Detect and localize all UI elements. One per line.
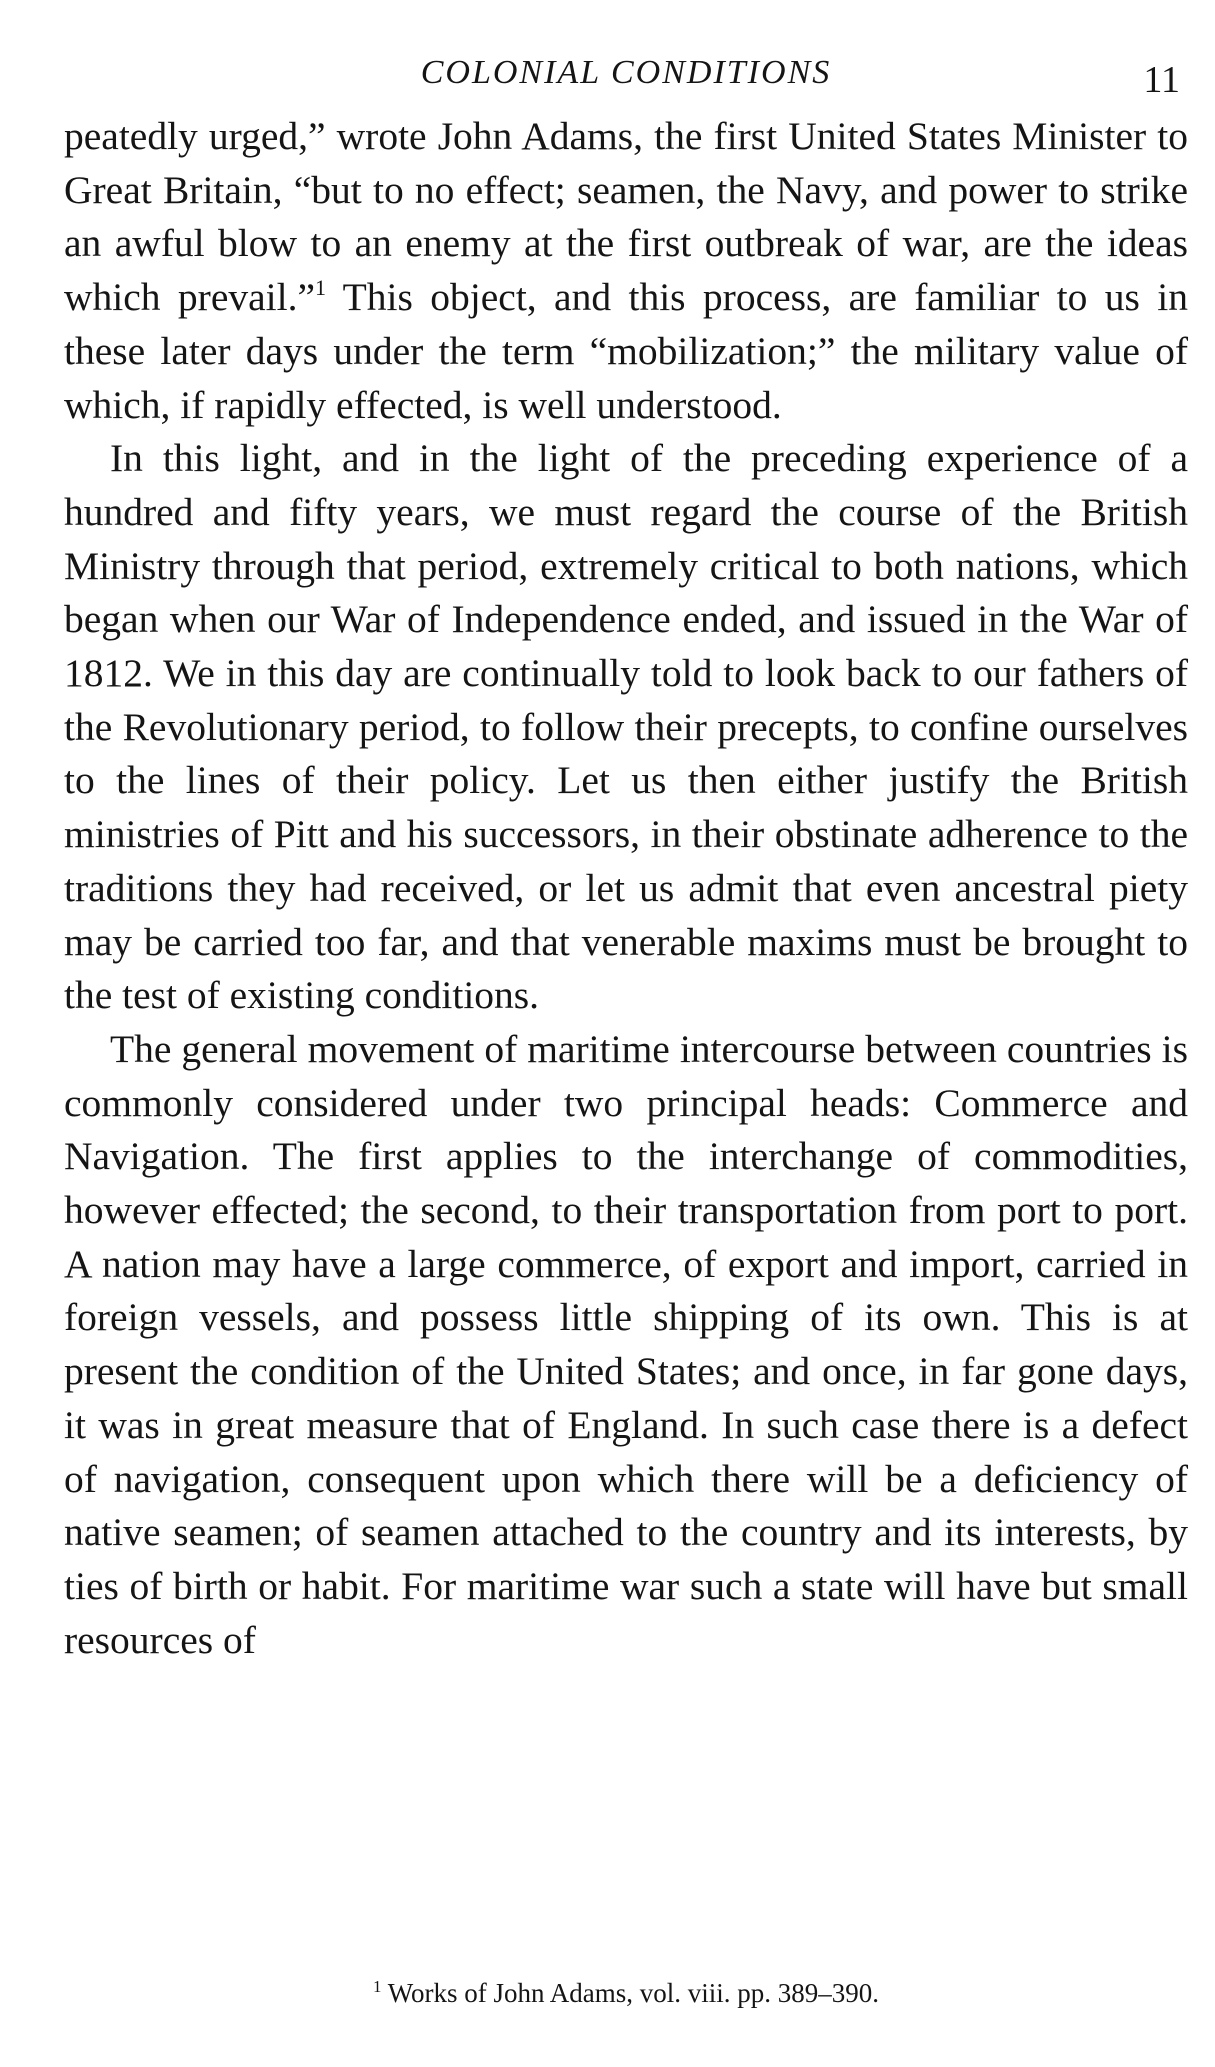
paragraph: In this light, and in the light of the preceding experience of a hundred and fifty years, we must regard the course of the British Ministry through that period, extremely critical to both nations, which began when our War of Independence ended, and issued in the War of 1812. We in this day are continually told to look back to our fathers of the Revolutionary period, to follow their precepts, to confine ourselves to the lines of their policy. Let us then either justify the British ministries of Pitt and his successors, in their obstinate adherence to the traditions they had received, or let us admit that even ancestral piety may be carried too far, and that venerable maxims must be brought to the test of existing conditions. bbox=[64, 436, 1188, 1018]
footnote-marker: 1 bbox=[372, 1977, 382, 1996]
footnote-text: Works of John Adams, vol. viii. pp. 389–390. bbox=[387, 1978, 880, 2008]
footnote bbox=[64, 1978, 1188, 2009]
paragraph: The general movement of maritime intercourse between countries is commonly considered under two principal heads: Commerce and Navigation. The first applies to the interchange of commodities, however effected; the second, to their transportation from port to port. A nation may have a large commerce, of export and import, carried in foreign vessels, and possess little shipping of its own. This is at present the condition of the United States; and once, in far gone days, it was in great measure that of England. In such case there is a defect of navigation, consequent upon which there will be a deficiency of native seamen; of seamen attached to the country and its interests, by ties of birth or habit. For maritime war such a state will have but small resources of bbox=[64, 1026, 1188, 1662]
paragraph-text: peatedly urged,” wrote John Adams, the first United States Minister to Great Britain, “but to no effect; seamen, the Navy, and power to strike an awful blow to an enemy at the first outbreak of war, are the ideas which prevail.” bbox=[64, 114, 1188, 320]
paragraph-text: This object, and this process, are familiar to us in these later days under the term “mobilization;” the military value of which, if rapidly effected, is well understood. bbox=[64, 275, 1188, 427]
page-number: 11 bbox=[1143, 59, 1180, 101]
page-header bbox=[64, 50, 1188, 110]
book-page bbox=[64, 50, 1188, 2008]
paragraph-continued bbox=[64, 110, 1188, 432]
footnote-reference: 1 bbox=[315, 275, 326, 301]
body-text bbox=[64, 110, 1188, 1667]
running-head: COLONIAL CONDITIONS bbox=[420, 54, 832, 91]
